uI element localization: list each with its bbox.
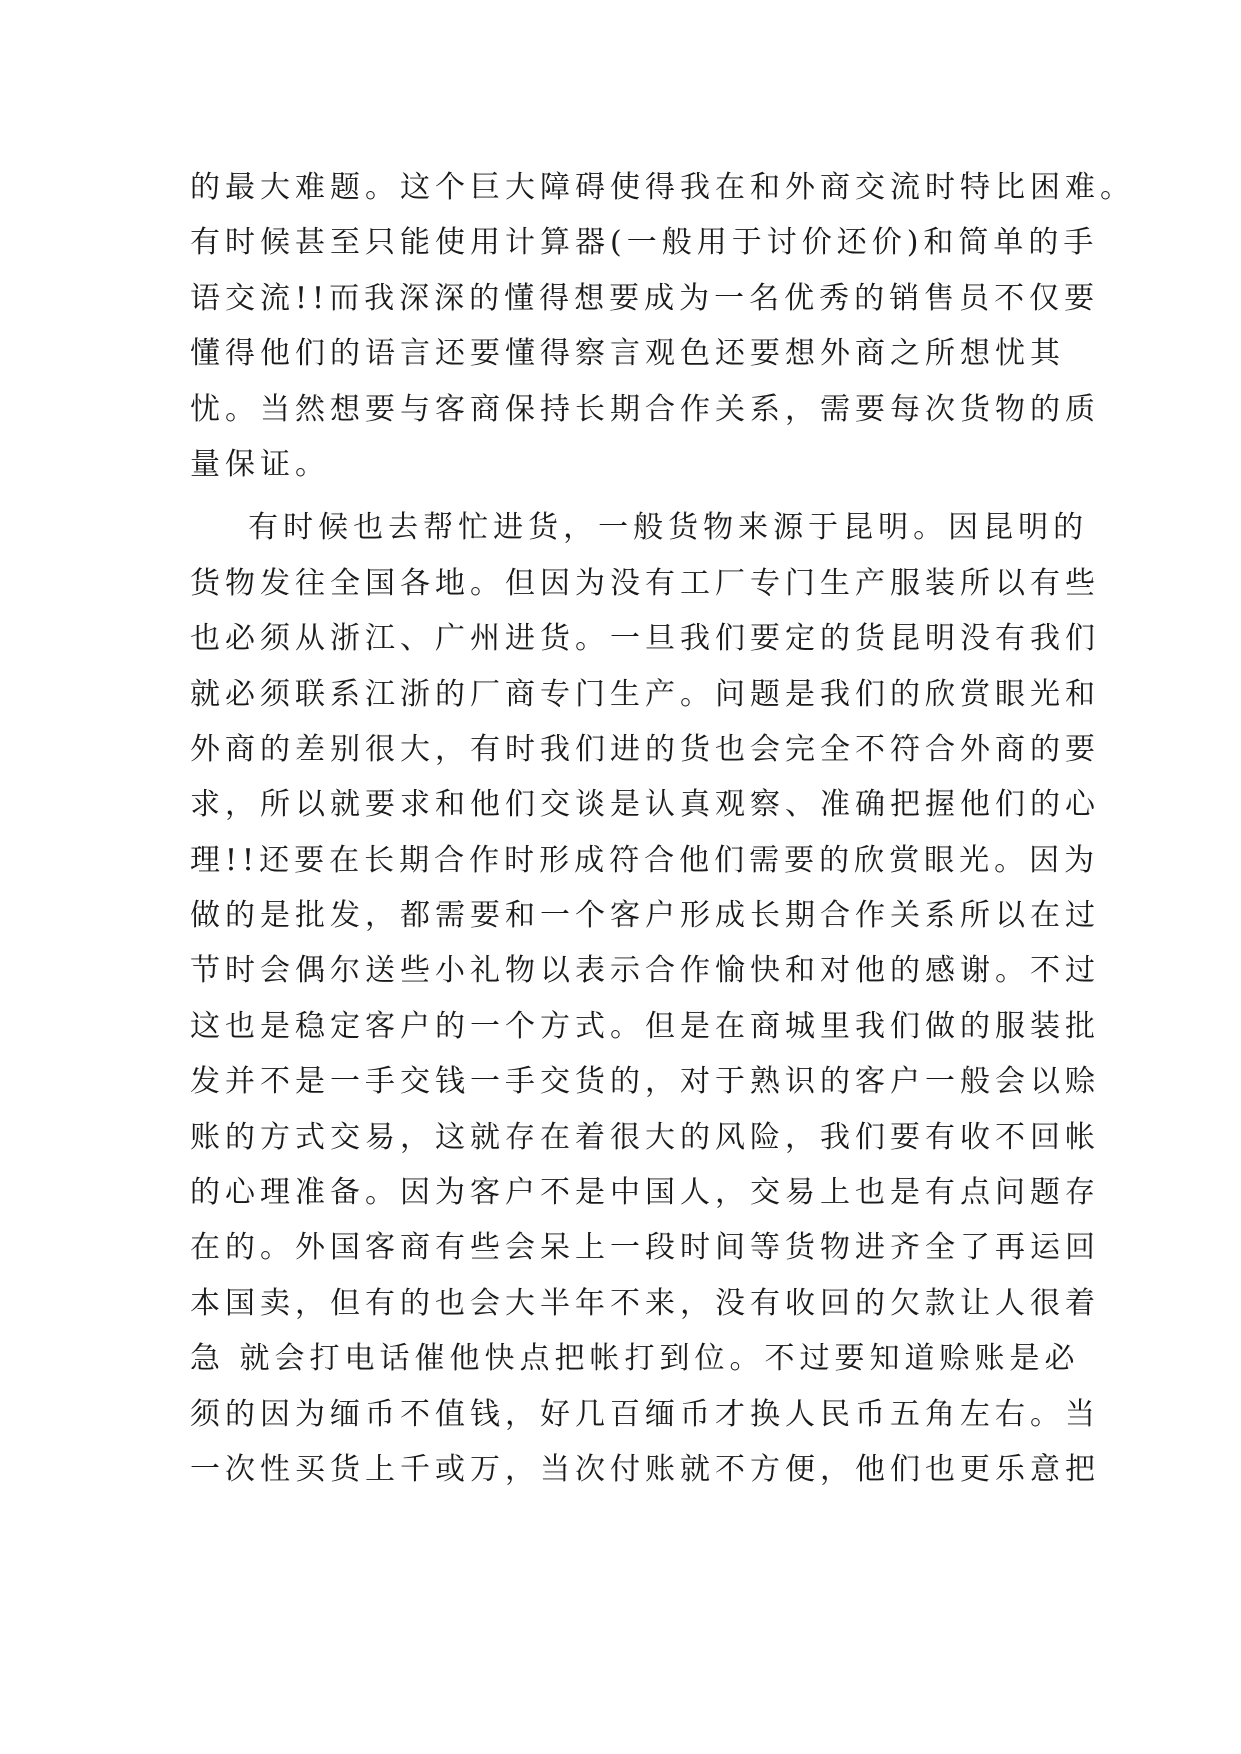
text-line: 的心理准备。因为客户不是中国人，交易上也是有点问题存 <box>190 1175 1100 1211</box>
text-line: 本国卖，但有的也会大半年不来，没有收回的欠款让人很着 <box>190 1285 1100 1321</box>
text-line: 在的。外国客商有些会呆上一段时间等货物进齐全了再运回 <box>190 1230 1100 1266</box>
text-line: 忧。当然想要与客商保持长期合作关系，需要每次货物的质 <box>190 391 1100 427</box>
text-line: 做的是批发，都需要和一个客户形成长期合作关系所以在过 <box>190 898 1100 934</box>
text-line: 外商的差别很大，有时我们进的货也会完全不符合外商的要 <box>190 731 1100 767</box>
text-line: 账的方式交易，这就存在着很大的风险，我们要有收不回帐 <box>190 1119 1100 1155</box>
paragraph-1 <box>190 160 1135 492</box>
text-line: 一次性买货上千或万，当次付账就不方便，他们也更乐意把 <box>190 1451 1100 1487</box>
text-line: 也必须从浙江、广州进货。一旦我们要定的货昆明没有我们 <box>190 621 1100 657</box>
text-line: 理!!还要在长期合作时形成符合他们需要的欣赏眼光。因为 <box>190 842 1100 878</box>
text-line: 发并不是一手交钱一手交货的，对于熟识的客户一般会以赊 <box>190 1064 1100 1100</box>
text-line: 量保证。 <box>190 446 330 482</box>
text-line: 懂得他们的语言还要懂得察言观色还要想外商之所想忧其 <box>190 336 1065 372</box>
paragraph-gap <box>190 492 1090 500</box>
text-line: 货物发往全国各地。但因为没有工厂专门生产服装所以有些 <box>190 565 1100 601</box>
text-line: 求，所以就要求和他们交谈是认真观察、准确把握他们的心 <box>190 787 1100 823</box>
text-line: 有时候也去帮忙进货，一般货物来源于昆明。因昆明的 <box>190 510 1089 546</box>
text-line: 就必须联系江浙的厂商专门生产。问题是我们的欣赏眼光和 <box>190 676 1100 712</box>
text-line: 节时会偶尔送些小礼物以表示合作愉快和对他的感谢。不过 <box>190 953 1100 989</box>
text-line: 急 就会打电话催他快点把帐打到位。不过要知道赊账是必 <box>190 1341 1080 1377</box>
text-line: 这也是稳定客户的一个方式。但是在商城里我们做的服装批 <box>190 1008 1100 1044</box>
paragraph-2 <box>190 500 1100 1497</box>
document-body <box>190 160 1135 1497</box>
text-line: 的最大难题。这个巨大障碍使得我在和外商交流时特比困难。 <box>190 170 1135 205</box>
text-line: 须的因为缅币不值钱，好几百缅币才换人民币五角左右。当 <box>190 1396 1100 1432</box>
text-line: 有时候甚至只能使用计算器(一般用于讨价还价)和简单的手 <box>190 225 1099 261</box>
text-line: 语交流!!而我深深的懂得想要成为一名优秀的销售员不仅要 <box>190 280 1100 316</box>
